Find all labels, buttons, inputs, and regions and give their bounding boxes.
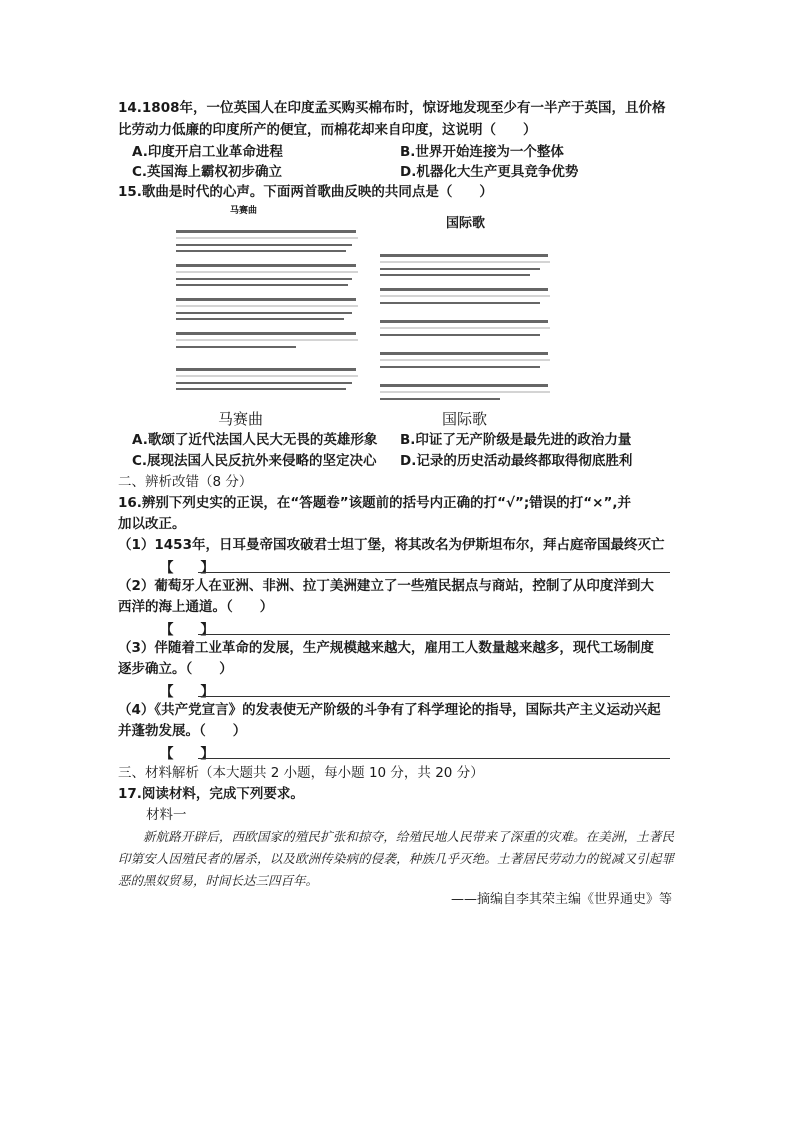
q16-item1-answer[interactable] [160,556,670,576]
q16-item3-line1: （3）伴随着工业革命的发展，生产规模越来越大，雇用工人数量越来越多，现代工场制度 [118,640,654,656]
material-text: 新航路开辟后，西欧国家的殖民扩张和掠夺，给殖民地人民带来了深重的灾难。在美洲，土著民印第安人因殖民者的屠杀，以及欧洲传染病的侵袭，种族几乎灭绝。土著居民劳动力的锐减又引起罪恶的黑奴贸易，时间长达三四百年。 [118,829,674,888]
q16-item4-line1: （4）《共产党宣言》的发表使无产阶级的斗争有了科学理论的指导，国际共产主义运动兴起 [118,702,661,718]
answer-line [198,696,670,697]
internationale-score-image [378,232,554,404]
material-label: 材料一 [146,807,187,823]
answer-line [198,634,670,635]
q16-stem-line2: 加以改正。 [118,516,186,532]
answer-line [198,758,670,759]
q14-option-c[interactable]: C.英国海上霸权初步确立 [132,164,283,180]
q16-item3-answer[interactable] [160,680,670,700]
bracket: 【 】 [160,560,214,576]
score2-title: 国际歌 [446,216,486,231]
q17-stem: 17.阅读材料，完成下列要求。 [118,786,304,802]
q16-item2-answer[interactable] [160,618,670,638]
bracket: 【 】 [160,746,214,762]
answer-line [198,572,670,573]
q16-item4-answer[interactable] [160,742,670,762]
q15-option-d[interactable]: D.记录的历史活动最终都取得彻底胜利 [400,453,633,469]
q16-item1: （1）1453年，日耳曼帝国攻破君士坦丁堡，将其改名为伊斯坦布尔，拜占庭帝国最终灭亡 [118,537,665,553]
score2-caption: 国际歌 [442,410,488,428]
q15-stem: 15.歌曲是时代的心声。下面两首歌曲反映的共同点是（ ） [118,184,493,200]
q15-option-b[interactable]: B.印证了无产阶级是最先进的政治力量 [400,432,632,448]
q15-option-a[interactable]: A.歌颂了近代法国人民大无畏的英雄形象 [132,432,378,448]
material-source: ——摘编自李其荣主编《世界通史》等 [450,892,672,907]
q15-option-c[interactable]: C.展现法国人民反抗外来侵略的坚定决心 [132,453,377,469]
section2-heading: 二、辨析改错（8 分） [118,474,253,490]
q16-item4-line2: 并蓬勃发展。（ ） [118,723,247,739]
score1-caption: 马赛曲 [218,410,264,428]
q14-stem-line2: 比劳动力低廉的印度所产的便宜，而棉花却来自印度，这说明（ ） [118,122,537,138]
q14-stem-line1: 14.1808年，一位英国人在印度孟买购买棉布时，惊讶地发现至少有一半产于英国，且价格 [118,100,666,116]
bracket: 【 】 [160,684,214,700]
q16-item2-line1: （2）葡萄牙人在亚洲、非洲、拉丁美洲建立了一些殖民据点与商站，控制了从印度洋到大 [118,578,654,594]
section3-heading: 三、材料解析（本大题共 2 小题，每小题 10 分，共 20 分） [118,765,484,781]
q16-stem-line1: 16.辨别下列史实的正误，在“答题卷”该题前的括号内正确的打“√”;错误的打“×”,并 [118,495,631,511]
bracket: 【 】 [160,622,214,638]
q14-option-b[interactable]: B.世界开始连接为一个整体 [400,144,564,160]
q16-item2-line2: 西洋的海上通道。（ ） [118,599,274,615]
q16-item3-line2: 逐步确立。（ ） [118,661,233,677]
q14-option-a[interactable]: A.印度开启工业革命进程 [132,144,283,160]
marseillaise-score-image [172,216,362,404]
score1-title: 马赛曲 [230,206,258,216]
q14-option-d[interactable]: D.机器化大生产更具竞争优势 [400,164,579,180]
